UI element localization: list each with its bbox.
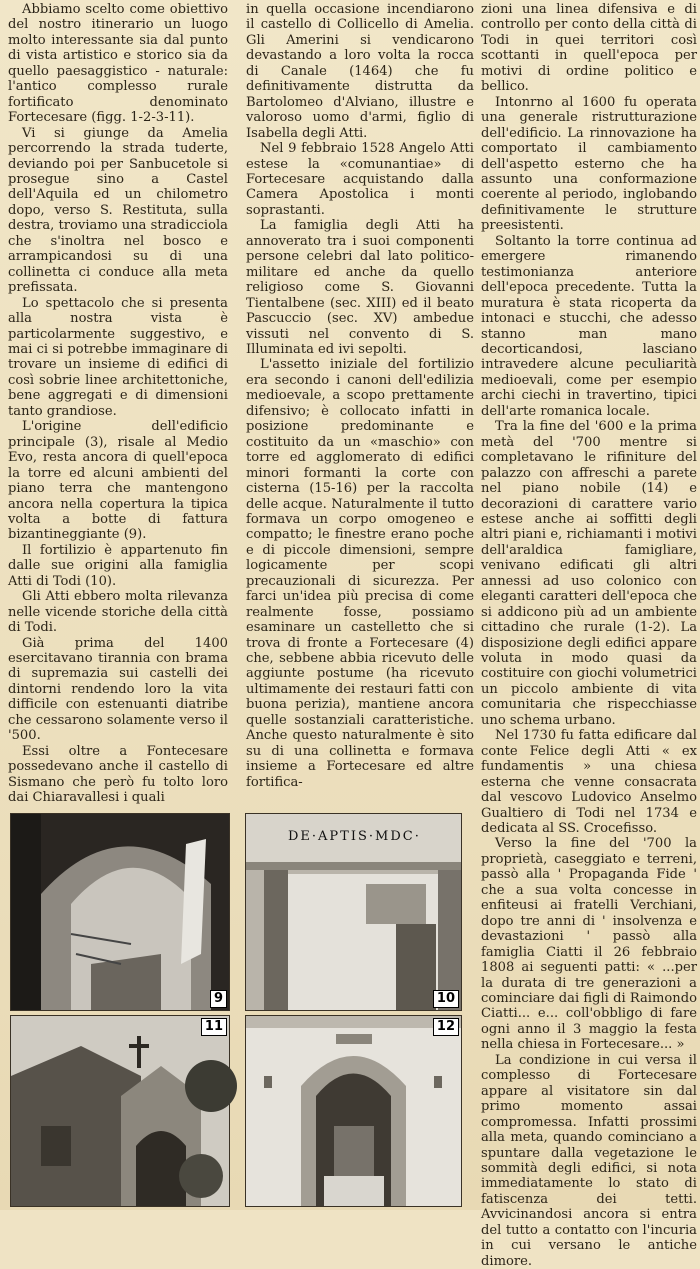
paragraph: L'origine dell'edificio principale (3), risale al Medio Evo, resta ancora di quell'epoca la torre ed alcuni ambienti del piano terra che mantengono ancora nella copertura la tipica volta a botte di fattura bizantineggiante (9). <box>8 419 228 543</box>
paragraph: Già prima del 1400 esercitavano tirannia con brama di supremazia sui castelli dei dintorni rendendo loro la vita difficile con estenuanti diatribe che cessarono solamente verso il '500. <box>8 635 228 744</box>
lintel-inscription: DE·APTIS·MDC· <box>288 829 421 844</box>
paragraph: La famiglia degli Atti ha annoverato tra i suoi componenti persone celebri dal lato politico-militare ed anche da quello religioso come S. Giovanni Tientalbene (sec. XIII) ed il beato Pascuccio (sec. XV) ambedue vissuti nel convento di S. Illuminata ed ivi sepolti. <box>246 218 474 357</box>
paragraph: L'assetto iniziale del fortilizio era secondo i canoni dell'edilizia medioevale, a scopo prettamente difensivo; è collocato infatti in posizione predominante e costituito da un «maschio» con torre ed agglomerato di edifici minori formanti la corte con cisterna (15-16) per la raccolta delle acque. Naturalmente il tutto formava un corpo omogeneo e compatto; le finestre erano poche e di piccole dimensioni, sempre logicamente per scopi precauzionali di sicurezza. Per farci un'idea più precisa di come realmente fosse, possiamo esaminare un castelletto che si trova di fronte a Fortecesare (4) che, sebbene abbia ricevuto delle aggiunte postume (ha ricevuto ultimamente dei restauri fatti con buona perizia), mantiene ancora quelle sostanziali caratteristiche. Anche questo naturalmente è sito su di una collinetta e formava insieme a Fortecesare ed altre fortifica- <box>246 357 474 790</box>
paragraph: Abbiamo scelto come obiettivo del nostro itinerario un luogo molto interessante sia dal punto di vista artistico e storico sia da quello paesaggistico - naturale: l'antico complesso rurale fortificato denominato Fortecesare (figg. 1-2-3-11). <box>8 2 228 126</box>
figure-number: 9 <box>210 990 227 1008</box>
figure-number: 11 <box>201 1018 227 1036</box>
church-exterior-image <box>11 1016 229 1206</box>
paragraph: Nel 1730 fu fatta edificare dal conte Felice degli Atti « ex fundamentis » una chiesa esterna che venne consacrata dal vescovo Ludovico Anselmo Gualtiero di Todi nel 1734 e dedicata al SS. Crocefisso. <box>481 728 697 837</box>
church-interior-image <box>246 1016 461 1206</box>
paragraph: zioni una linea difensiva e di controllo per conto della città di Todi in quei territori così scottanti in quell'epoca per motivi di ordine politico e bellico. <box>481 2 697 95</box>
paragraph: Essi oltre a Fontecesare possedevano anche il castello di Sismano che però fu tolto loro dai Chiaravallesi i quali <box>8 743 228 806</box>
text-column-3 <box>481 2 697 1269</box>
paragraph: Gli Atti ebbero molta rilevanza nelle vicende storiche della città di Todi. <box>8 589 228 636</box>
paragraph: La condizione in cui versa il complesso di Fortecesare appare al visitatore sin dal primo momento assai compromessa. Infatti prossimi alla meta, quando cominciano a spuntare dalla vegetazione le sommità degli edifici, si nota immediatamente lo stato di fatiscenza dei tetti. Avvicinandosi ancora si entra del tutto a contatto con l'incuria in cui versano le antiche dimore. <box>481 1052 697 1269</box>
paragraph: Nel 9 febbraio 1528 Angelo Atti estese la «comunantiae» di Fortecesare acquistando dalla Camera Apostolica i monti soprastanti. <box>246 141 474 218</box>
paragraph: in quella occasione incendiarono il castello di Collicello di Amelia. Gli Amerini si vendicarono devastando a loro volta la rocca di Canale (1464) che fu definitivamente distrutta da Bartolomeo d'Alviano, illustre e valoroso uomo d'armi, figlio di Isabella degli Atti. <box>246 2 474 141</box>
figure-number: 10 <box>433 990 459 1008</box>
paragraph: Soltanto la torre continua ad emergere rimanendo testimonianza anteriore dell'epoca precedente. Tutta la muratura è stata ricoperta da intonaci e stucchi, che adesso stanno man mano decorticandosi, lasciano intravedere alcune peculiarità medioevali, come per esempio archi ciechi in travertino, tipici dell'arte romanica locale. <box>481 233 697 419</box>
paragraph: Lo spettacolo che si presenta alla nostra vista è particolarmente suggestivo, e mai ci si potrebbe immaginare di trovare un insieme di edifici di così sobrie linee architettoniche, bene aggregati e di dimensioni tanto grandiose. <box>8 295 228 419</box>
photo-church-exterior <box>10 1015 230 1207</box>
vaulted-room-image <box>11 814 229 1010</box>
paragraph: Tra la fine del '600 e la prima metà del '700 mentre si completavano le rifiniture del palazzo con affreschi a parete nel piano nobile (14) e decorazioni di carattere vario estese anche ai soffitti degli altri piani e, richiamanti i motivi dell'araldica famigliare, venivano edificati gli altri annessi ad uso colonico con eleganti caratteri dell'epoca che si addicono più ad un ambiente cittadino che rurale (1-2). La disposizione degli edifici appare voluta in modo quasi da costituire con giochi volumetrici un piccolo ambiente di vita comunitaria che rispecchiasse uno schema urbano. <box>481 419 697 728</box>
photo-church-interior <box>245 1015 462 1207</box>
paragraph: Vi si giunge da Amelia percorrendo la strada tuderte, deviando poi per Sanbucetole si prosegue sino a Castel dell'Aquila ed un chilometro dopo, verso S. Restituta, sulla destra, troviamo una stradicciola che s'inoltra nel bosco e arrampicandosi su di una collinetta ci conduce alla meta prefissata. <box>8 125 228 296</box>
text-column-2 <box>246 2 474 792</box>
figure-number: 12 <box>433 1018 459 1036</box>
photo-inscribed-doorway <box>245 813 462 1011</box>
paragraph: Intonrno al 1600 fu operata una generale ristrutturazione dell'edificio. La rinnovazione ha comportato il cambiamento dell'aspetto esterno che ha assunto una conformazione coerente al periodo, inglobando definitivamente le strutture preesistenti. <box>481 94 697 234</box>
text-column-1 <box>8 2 228 806</box>
photo-vaulted-room <box>10 813 230 1011</box>
paragraph: Il fortilizio è appartenuto fin dalle sue origini alla famiglia Atti di Todi (10). <box>8 542 228 589</box>
paragraph: Verso la fine del '700 la proprietà, caseggiato e terreni, passò alla ' Propaganda Fide ' che a sua volta concesse in enfiteusi ai fratelli Verchiani, dopo tre anni di ' insolvenza e devastazioni ' passò alla famiglia Ciatti il 26 febbraio 1808 ai seguenti patti: « ...per la durata di tre generazioni a cominciare dai figli di Raimondo Ciatti... e... coll'obbligo di fare ogni anno il 3 maggio la festa nella chiesa in Fortecesare... » <box>481 836 697 1053</box>
